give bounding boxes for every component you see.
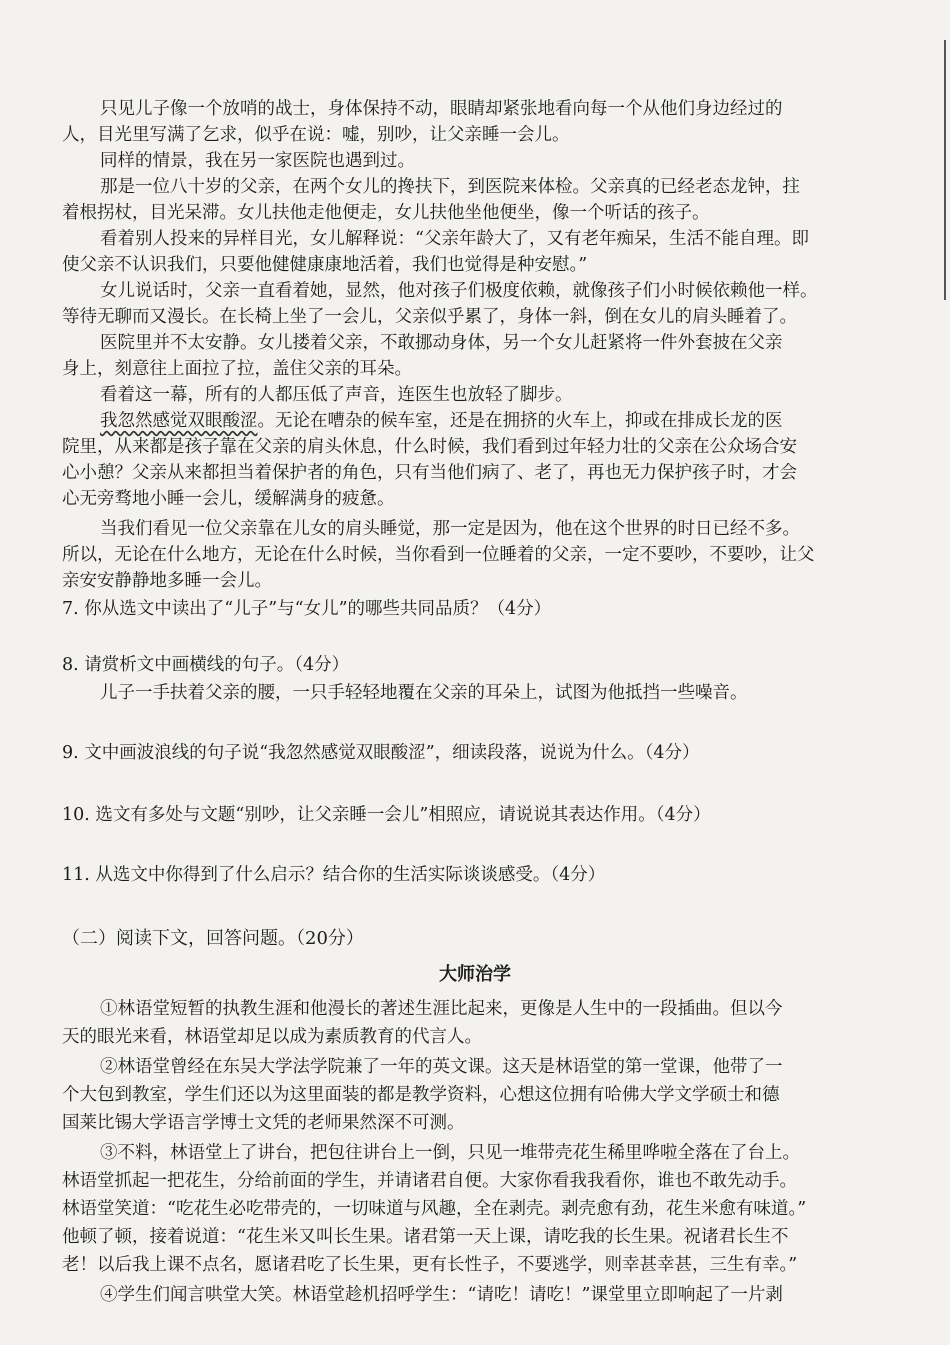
passage-line: 院里，从来都是孩子靠在父亲的肩头休息，什么时候，我们看到过年轻力壮的父亲在公众场合安 [62, 437, 797, 457]
question-line: 7. 你从选文中读出了“儿子”与“女儿”的哪些共同品质？（4分） [62, 599, 552, 619]
passage-line: 人，目光里写满了乞求，似乎在说：嘘，别吵，让父亲睡一会儿。 [62, 125, 570, 145]
passage-line: 看着别人投来的异样目光，女儿解释说：“父亲年龄大了，又有老年痴呆，生活不能自理。即 [100, 229, 809, 249]
passage-line: 那是一位八十岁的父亲，在两个女儿的搀扶下，到医院来体检。父亲真的已经老态龙钟，拄 [100, 177, 800, 197]
article-line: ②林语堂曾经在东吴大学法学院兼了一年的英文课。这天是林语堂的第一堂课，他带了一 [100, 1057, 783, 1077]
passage-line: 看着这一幕，所有的人都压低了声音，连医生也放轻了脚步。 [100, 385, 573, 405]
article-line: 天的眼光来看，林语堂却足以成为素质教育的代言人。 [62, 1027, 482, 1047]
question-line: 8. 请赏析文中画横线的句子。（4分） [62, 655, 350, 675]
passage-line: 使父亲不认识我们，只要他健健康康地活着，我们也觉得是种安慰。” [62, 255, 588, 275]
passage-line: 等待无聊而又漫长。在长椅上坐了一会儿，父亲似乎累了，身体一斜，倒在女儿的肩头睡着了。 [62, 307, 797, 327]
passage-line: 所以，无论在什么地方，无论在什么时候，当你看到一位睡着的父亲，一定不要吵，不要吵，让父 [62, 545, 815, 565]
passage-line: 心小憩？父亲从来都担当着保护者的角色，只有当他们病了、老了，再也无力保护孩子时，才会 [62, 463, 797, 483]
article-title: 大师治学 [439, 964, 511, 985]
question-line: 11. 从选文中你得到了什么启示？结合你的生活实际谈谈感受。（4分） [62, 865, 606, 885]
passage-line: 医院里并不太安静。女儿搂着父亲，不敢挪动身体，另一个女儿赶紧将一件外套披在父亲 [100, 333, 783, 353]
passage-line: 女儿说话时，父亲一直看着她，显然，他对孩子们极度依赖，就像孩子们小时候依赖他一样。 [100, 281, 818, 301]
section-heading: （二）阅读下文，回答问题。（20分） [62, 928, 364, 949]
article-line: ③不料，林语堂上了讲台，把包往讲台上一倒，只见一堆带壳花生稀里哗啦全落在了台上。 [100, 1143, 800, 1163]
passage-line: 当我们看见一位父亲靠在儿女的肩头睡觉，那一定是因为，他在这个世界的时日已经不多。 [100, 519, 800, 539]
wavy-line-rest: 。无论在嘈杂的候车室，还是在拥挤的火车上，抑或在排成长龙的医 [257, 411, 783, 431]
passage-line: 亲安安静静地多睡一会儿。 [62, 571, 272, 591]
question-line: 儿子一手扶着父亲的腰，一只手轻轻地覆在父亲的耳朵上，试图为他抵挡一些噪音。 [100, 683, 748, 703]
question-line: 9. 文中画波浪线的句子说“我忽然感觉双眼酸涩”，细读段落，说说为什么。（4分） [62, 743, 700, 763]
article-line: 老！以后我上课不点名，愿诸君吃了长生果，更有长性子，不要逃学，则幸甚幸甚，三生有幸。” [62, 1255, 798, 1275]
passage-line: 身上，刻意往上面拉了拉，盖住父亲的耳朵。 [62, 359, 412, 379]
passage-line: 心无旁骛地小睡一会儿，缓解满身的疲惫。 [62, 489, 395, 509]
wavy-underlined-sentence: 我忽然感觉双眼酸涩 [100, 411, 258, 431]
article-line: 国莱比锡大学语言学博士文凭的老师果然深不可测。 [62, 1113, 465, 1133]
article-line: ①林语堂短暂的执教生涯和他漫长的著述生涯比起来，更像是人生中的一段插曲。但以今 [100, 999, 783, 1019]
passage-line: 着根拐杖，目光呆滞。女儿扶他走他便走，女儿扶他坐他便坐，像一个听话的孩子。 [62, 203, 710, 223]
passage-line: 只见儿子像一个放哨的战士，身体保持不动，眼睛却紧张地看向每一个从他们身边经过的 [100, 99, 783, 119]
article-line: 他顿了顿，接着说道：“花生米又叫长生果。诸君第一天上课，请吃我的长生果。祝诸君长生不 [62, 1227, 789, 1247]
passage-line: 同样的情景，我在另一家医院也遇到过。 [100, 151, 415, 171]
article-line: 林语堂笑道：“吃花生必吃带壳的，一切味道与风趣，全在剥壳。剥壳愈有劲，花生米愈有味道。” [62, 1199, 807, 1219]
article-line: 林语堂抓起一把花生，分给前面的学生，并请诸君自便。大家你看我我看你，谁也不敢先动手。 [62, 1171, 797, 1191]
article-line: ④学生们闻言哄堂大笑。林语堂趁机招呼学生：“请吃！请吃！”课堂里立即响起了一片剥 [100, 1285, 783, 1305]
question-line: 10. 选文有多处与文题“别吵，让父亲睡一会儿”相照应，请说说其表达作用。（4分） [62, 805, 711, 825]
article-line: 个大包到教室，学生们还以为这里面装的都是教学资料，心想这位拥有哈佛大学文学硕士和德 [62, 1085, 780, 1105]
wavy-paragraph-line [100, 408, 950, 434]
